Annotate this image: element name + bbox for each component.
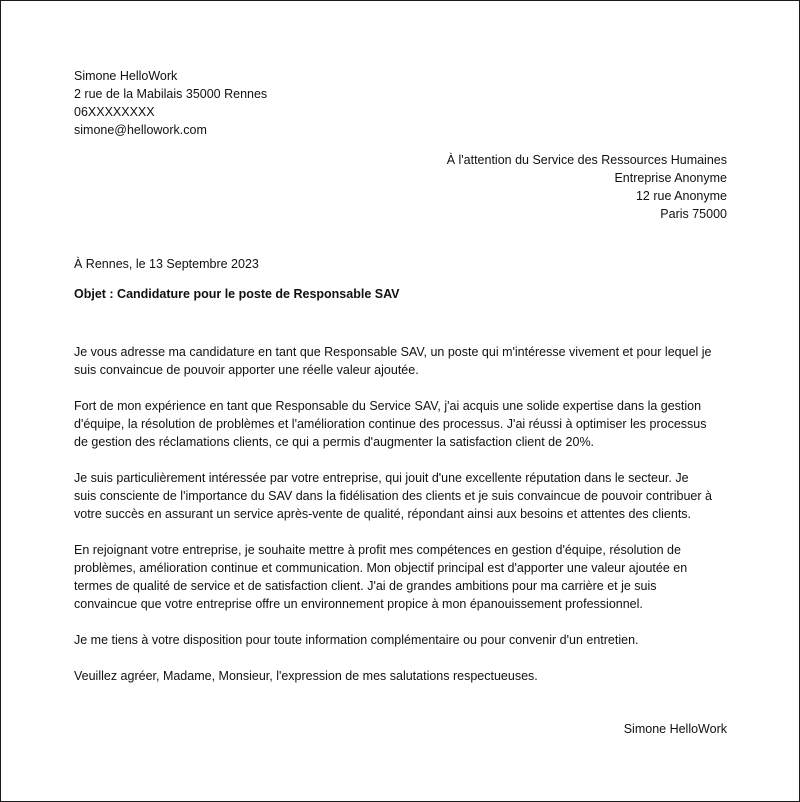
paragraph-line: problèmes, amélioration continue et communication. Mon objectif principal est d'apporter une valeur ajoutée en	[74, 561, 688, 575]
paragraph-line: Je vous adresse ma candidature en tant que Responsable SAV, un poste qui m'intéresse vivement et pour lequel je	[74, 345, 712, 359]
recipient-company: Entreprise Anonyme	[614, 171, 727, 185]
paragraph	[74, 541, 734, 613]
paragraph	[74, 343, 734, 379]
signature: Simone HelloWork	[623, 722, 727, 736]
paragraph-line: termes de qualité de service et de satisfaction client. J'ai de grandes ambitions pour ma carrière et je suis	[74, 579, 657, 593]
sender-email: simone@hellowork.com	[74, 123, 207, 137]
letter-subject: Objet : Candidature pour le poste de Responsable SAV	[74, 287, 400, 301]
paragraph	[74, 469, 734, 523]
paragraph-line: Je me tiens à votre disposition pour toute information complémentaire ou pour convenir d'un entretien.	[74, 633, 639, 647]
paragraph-line: En rejoignant votre entreprise, je souhaite mettre à profit mes compétences en gestion d'équipe, résolution de	[74, 543, 681, 557]
paragraph	[74, 397, 734, 451]
paragraph-line: suis convaincue de pouvoir apporter une réelle valeur ajoutée.	[74, 363, 419, 377]
sender-address: 2 rue de la Mabilais 35000 Rennes	[74, 87, 268, 101]
sender-name: Simone HelloWork	[74, 69, 178, 83]
paragraph	[74, 631, 734, 649]
paragraph-line: votre succès en assurant un service après-vente de qualité, répondant ainsi aux besoins et attentes des clients.	[74, 507, 692, 521]
paragraph-line: Fort de mon expérience en tant que Responsable du Service SAV, j'ai acquis une solide expertise dans la gestion	[74, 399, 702, 413]
paragraph	[74, 667, 734, 685]
place-date: À Rennes, le 13 Septembre 2023	[74, 257, 259, 271]
recipient-street: 12 rue Anonyme	[635, 189, 727, 203]
paragraph-line: d'équipe, la résolution de problèmes et l'amélioration continue des processus. J'ai réussi à optimiser les processus	[74, 417, 707, 431]
paragraph-line: Veuillez agréer, Madame, Monsieur, l'expression de mes salutations respectueuses.	[74, 669, 538, 683]
recipient-attention: À l'attention du Service des Ressources Humaines	[446, 153, 727, 167]
paragraph-line: Je suis particulièrement intéressée par votre entreprise, qui jouit d'une excellente réputation dans le secteur. Je	[74, 471, 689, 485]
paragraph-line: suis consciente de l'importance du SAV dans la fidélisation des clients et je suis convaincue de pouvoir contribuer à	[74, 489, 712, 503]
sender-phone: 06XXXXXXXX	[74, 105, 155, 119]
recipient-city: Paris 75000	[660, 207, 727, 221]
sender-block	[74, 67, 267, 139]
paragraph-line: de gestion des réclamations clients, ce qui a permis d'augmenter la satisfaction client de 20%.	[74, 435, 595, 449]
letter-body	[74, 343, 734, 703]
paragraph-line: convaincue que votre entreprise offre un environnement propice à mon épanouissement professionnel.	[74, 597, 643, 611]
recipient-block	[447, 151, 727, 223]
